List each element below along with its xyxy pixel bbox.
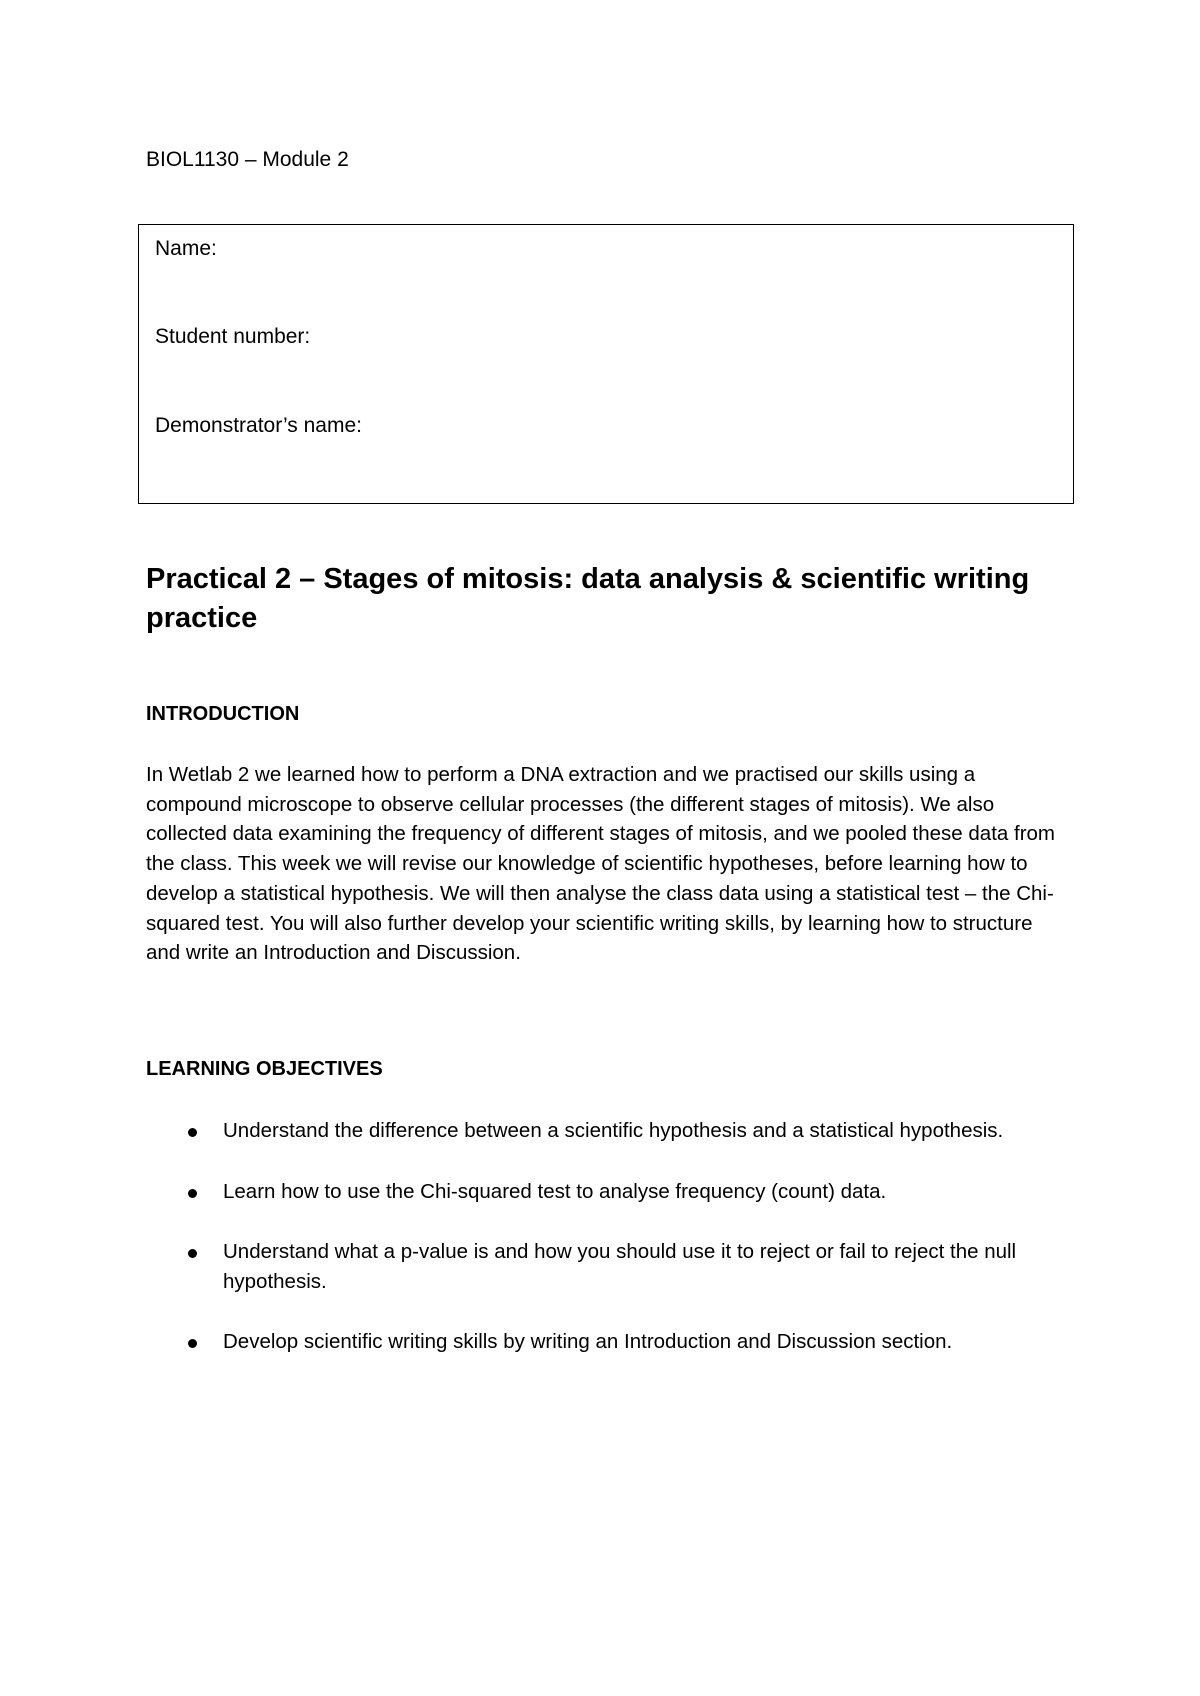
- list-item: [146, 1237, 1066, 1296]
- student-details-box: [138, 224, 1074, 504]
- objective-text: Develop scientific writing skills by writing an Introduction and Discussion section.: [223, 1330, 953, 1353]
- learning-objectives-list: [146, 1116, 1066, 1388]
- objective-text: Understand the difference between a scientific hypothesis and a statistical hypothesis.: [223, 1119, 1004, 1142]
- list-item: [146, 1177, 1066, 1207]
- practical-title: Practical 2 – Stages of mitosis: data analysis & scientific writing practice: [146, 563, 1030, 634]
- objective-text: Understand what a p-value is and how you should use it to reject or fail to reject the null hypothesis.: [223, 1240, 1017, 1293]
- demonstrator-name-label: Demonstrator’s name:: [155, 414, 362, 437]
- objective-text: Learn how to use the Chi-squared test to analyse frequency (count) data.: [223, 1179, 887, 1203]
- bullet-icon: [188, 1128, 197, 1137]
- introduction-heading: INTRODUCTION: [146, 703, 300, 725]
- name-label: Name:: [155, 237, 217, 260]
- learning-objectives-heading: LEARNING OBJECTIVES: [146, 1058, 383, 1080]
- bullet-icon: [188, 1189, 197, 1198]
- introduction-paragraph: In Wetlab 2 we learned how to perform a DNA extraction and we practised our skills using a compound microscope to observe cellular processes (the different stages of mitosis). We also collected data examining the frequency of different stages of mitosis, and we pooled these data from the class. This week we will revise our knowledge of scientific hypotheses, before learning how to develop a statistical hypothesis. We will then analyse the class data using a statistical test – the Chi-squared test. You will also further develop your scientific writing skills, by learning how to structure and write an Introduction and Discussion.: [146, 763, 1055, 965]
- student-number-label: Student number:: [155, 325, 311, 348]
- list-item: [146, 1116, 1066, 1146]
- list-item: [146, 1327, 1066, 1357]
- course-header: BIOL1130 – Module 2: [146, 148, 349, 171]
- bullet-icon: [188, 1339, 197, 1348]
- bullet-icon: [188, 1249, 197, 1258]
